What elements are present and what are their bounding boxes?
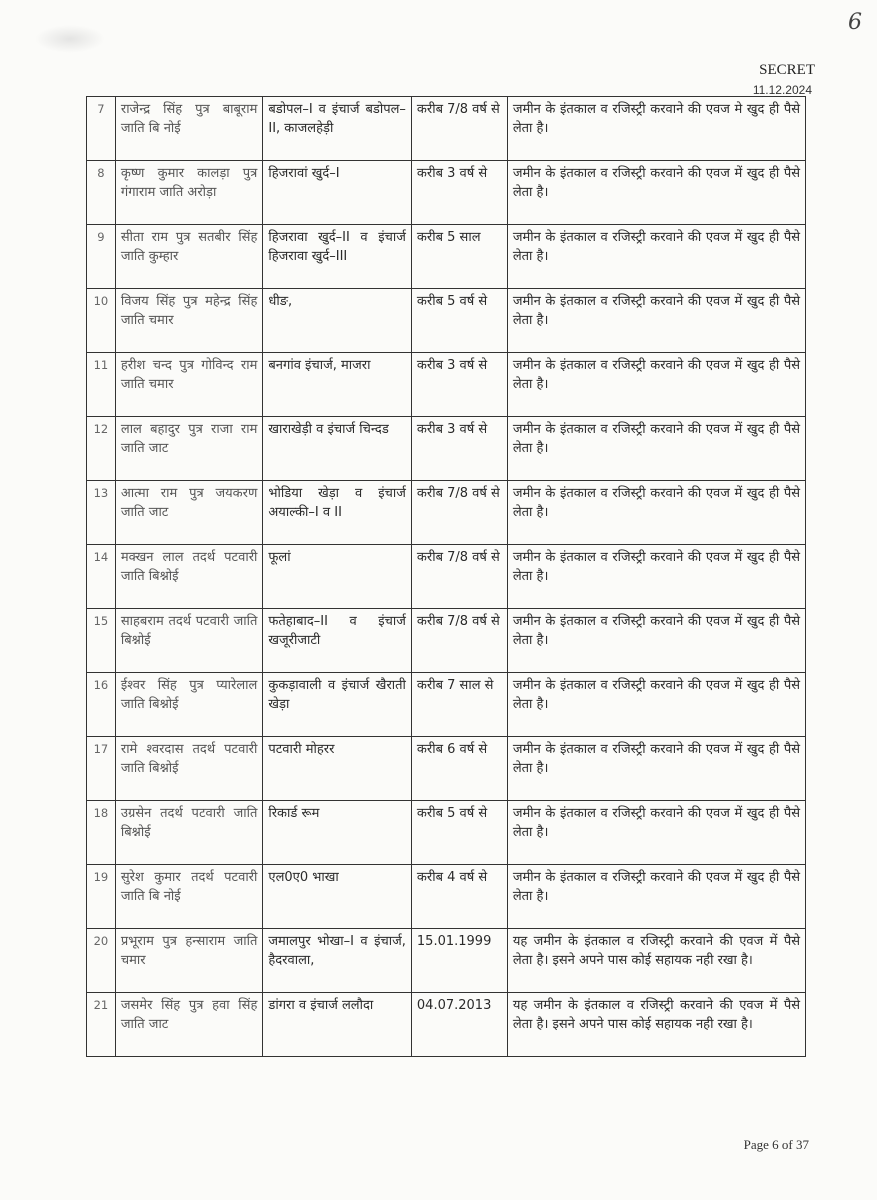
table-row: [87, 993, 806, 1057]
table-row: [87, 801, 806, 865]
row-number: 14: [87, 545, 116, 609]
remark: जमीन के इंतकाल व रजिस्ट्री करवाने की एवज में खुद ही पैसे लेता है।: [507, 289, 805, 353]
row-number: 19: [87, 865, 116, 929]
row-number: 17: [87, 737, 116, 801]
table-row: [87, 673, 806, 737]
remark: जमीन के इंतकाल व रजिस्ट्री करवाने की एवज में खुद ही पैसे लेता है।: [507, 225, 805, 289]
row-number: 12: [87, 417, 116, 481]
posting-place: जमालपुर भोखा–I व इंचार्ज, हैदरवाला,: [263, 929, 412, 993]
table-row: [87, 929, 806, 993]
posting-place: कुकड़ावाली व इंचार्ज खैराती खेड़ा: [263, 673, 412, 737]
page-footer: Page 6 of 37: [743, 1137, 809, 1152]
person-name: जसमेर सिंह पुत्र हवा सिंह जाति जाट: [115, 993, 263, 1057]
scan-smudge: [35, 25, 105, 53]
person-name: लाल बहादुर पुत्र राजा राम जाति जाट: [115, 417, 263, 481]
row-number: 16: [87, 673, 116, 737]
person-name: विजय सिंह पुत्र महेन्द्र सिंह जाति चमार: [115, 289, 263, 353]
person-name: मक्खन लाल तदर्थ पटवारी जाति बिश्नोई: [115, 545, 263, 609]
remark: जमीन के इंतकाल व रजिस्ट्री करवाने की एवज में खुद ही पैसे लेता है।: [507, 161, 805, 225]
posting-place: बनगांव इंचार्ज, माजरा: [263, 353, 412, 417]
posting-period: करीब 3 वर्ष से: [411, 161, 507, 225]
posting-period: करीब 5 वर्ष से: [411, 289, 507, 353]
classification-label: SECRET: [759, 62, 815, 78]
table-row: [87, 225, 806, 289]
person-name: सीता राम पुत्र सतबीर सिंह जाति कुम्हार: [115, 225, 263, 289]
table-row: [87, 609, 806, 673]
row-number: 11: [87, 353, 116, 417]
posting-place: हिजरावां खुर्द–I: [263, 161, 412, 225]
remark: जमीन के इंतकाल व रजिस्ट्री करवाने की एवज में खुद ही पैसे लेता है।: [507, 737, 805, 801]
row-number: 10: [87, 289, 116, 353]
person-name: साहबराम तदर्थ पटवारी जाति बिश्नोई: [115, 609, 263, 673]
remark: यह जमीन के इंतकाल व रजिस्ट्री करवाने की एवज में पैसे लेता है। इसने अपने पास कोई सहायक नही रखा है।: [507, 993, 805, 1057]
remark: जमीन के इंतकाल व रजिस्ट्री करवाने की एवज में खुद ही पैसे लेता है।: [507, 609, 805, 673]
posting-period: करीब 3 वर्ष से: [411, 417, 507, 481]
person-name: कृष्ण कुमार कालड़ा पुत्र गंगाराम जाति अरोड़ा: [115, 161, 263, 225]
posting-place: बडोपल–I व इंचार्ज बडोपल–II, काजलहेड़ी: [263, 97, 412, 161]
remark: जमीन के इंतकाल व रजिस्ट्री करवाने की एवज में खुद ही पैसे लेता है।: [507, 865, 805, 929]
row-number: 7: [87, 97, 116, 161]
remark: जमीन के इंतकाल व रजिस्ट्री करवाने की एवज में खुद ही पैसे लेता है।: [507, 673, 805, 737]
table-row: [87, 97, 806, 161]
row-number: 21: [87, 993, 116, 1057]
remark: जमीन के इंतकाल व रजिस्ट्री करवाने की एवज में खुद ही पैसे लेता है।: [507, 545, 805, 609]
personnel-table: [86, 96, 806, 1057]
posting-place: हिजरावा खुर्द–II व इंचार्ज हिजरावा खुर्द–III: [263, 225, 412, 289]
table-row: [87, 545, 806, 609]
person-name: रामे श्वरदास तदर्थ पटवारी जाति बिश्नोई: [115, 737, 263, 801]
row-number: 20: [87, 929, 116, 993]
posting-period: 15.01.1999: [411, 929, 507, 993]
person-name: प्रभूराम पुत्र हन्साराम जाति चमार: [115, 929, 263, 993]
posting-period: करीब 5 वर्ष से: [411, 801, 507, 865]
table-row: [87, 417, 806, 481]
row-number: 9: [87, 225, 116, 289]
posting-period: करीब 7/8 वर्ष से: [411, 545, 507, 609]
posting-period: करीब 7/8 वर्ष से: [411, 609, 507, 673]
person-name: सुरेश कुमार तदर्थ पटवारी जाति बि नोई: [115, 865, 263, 929]
remark: जमीन के इंतकाल व रजिस्ट्री करवाने की एवज मे खुद ही पैसे लेता है।: [507, 97, 805, 161]
remark: जमीन के इंतकाल व रजिस्ट्री करवाने की एवज में खुद ही पैसे लेता है।: [507, 417, 805, 481]
posting-period: करीब 7/8 वर्ष से: [411, 481, 507, 545]
person-name: आत्मा राम पुत्र जयकरण जाति जाट: [115, 481, 263, 545]
remark: जमीन के इंतकाल व रजिस्ट्री करवाने की एवज में खुद ही पैसे लेता है।: [507, 801, 805, 865]
row-number: 18: [87, 801, 116, 865]
person-name: राजेन्द्र सिंह पुत्र बाबूराम जाति बि नोई: [115, 97, 263, 161]
table-row: [87, 161, 806, 225]
posting-place: डांगरा व इंचार्ज ललौदा: [263, 993, 412, 1057]
posting-place: भोडिया खेड़ा व इंचार्ज अयाल्की–I व II: [263, 481, 412, 545]
table-row: [87, 865, 806, 929]
posting-period: करीब 7 साल से: [411, 673, 507, 737]
person-name: हरीश चन्द पुत्र गोविन्द राम जाति चमार: [115, 353, 263, 417]
row-number: 13: [87, 481, 116, 545]
remark: जमीन के इंतकाल व रजिस्ट्री करवाने की एवज में खुद ही पैसे लेता है।: [507, 353, 805, 417]
remark: यह जमीन के इंतकाल व रजिस्ट्री करवाने की एवज में पैसे लेता है। इसने अपने पास कोई सहायक नही रखा है।: [507, 929, 805, 993]
posting-period: करीब 4 वर्ष से: [411, 865, 507, 929]
document-date: 11.12.2024: [752, 83, 812, 97]
posting-period: करीब 7/8 वर्ष से: [411, 97, 507, 161]
table-row: [87, 353, 806, 417]
posting-place: रिकार्ड रूम: [263, 801, 412, 865]
remark: जमीन के इंतकाल व रजिस्ट्री करवाने की एवज में खुद ही पैसे लेता है।: [507, 481, 805, 545]
table-row: [87, 737, 806, 801]
table-row: [87, 481, 806, 545]
posting-period: 04.07.2013: [411, 993, 507, 1057]
posting-place: फतेहाबाद–II व इंचार्ज खजूरीजाटी: [263, 609, 412, 673]
person-name: ईश्वर सिंह पुत्र प्यारेलाल जाति बिश्नोई: [115, 673, 263, 737]
posting-place: धीङ,: [263, 289, 412, 353]
table-row: [87, 289, 806, 353]
handwritten-page-number: 6: [848, 10, 862, 35]
posting-place: एल0ए0 भाखा: [263, 865, 412, 929]
row-number: 8: [87, 161, 116, 225]
posting-place: फूलां: [263, 545, 412, 609]
posting-place: खाराखेड़ी व इंचार्ज चिन्दड: [263, 417, 412, 481]
posting-place: पटवारी मोहरर: [263, 737, 412, 801]
row-number: 15: [87, 609, 116, 673]
person-name: उग्रसेन तदर्थ पटवारी जाति बिश्नोई: [115, 801, 263, 865]
posting-period: करीब 5 साल: [411, 225, 507, 289]
posting-period: करीब 3 वर्ष से: [411, 353, 507, 417]
posting-period: करीब 6 वर्ष से: [411, 737, 507, 801]
